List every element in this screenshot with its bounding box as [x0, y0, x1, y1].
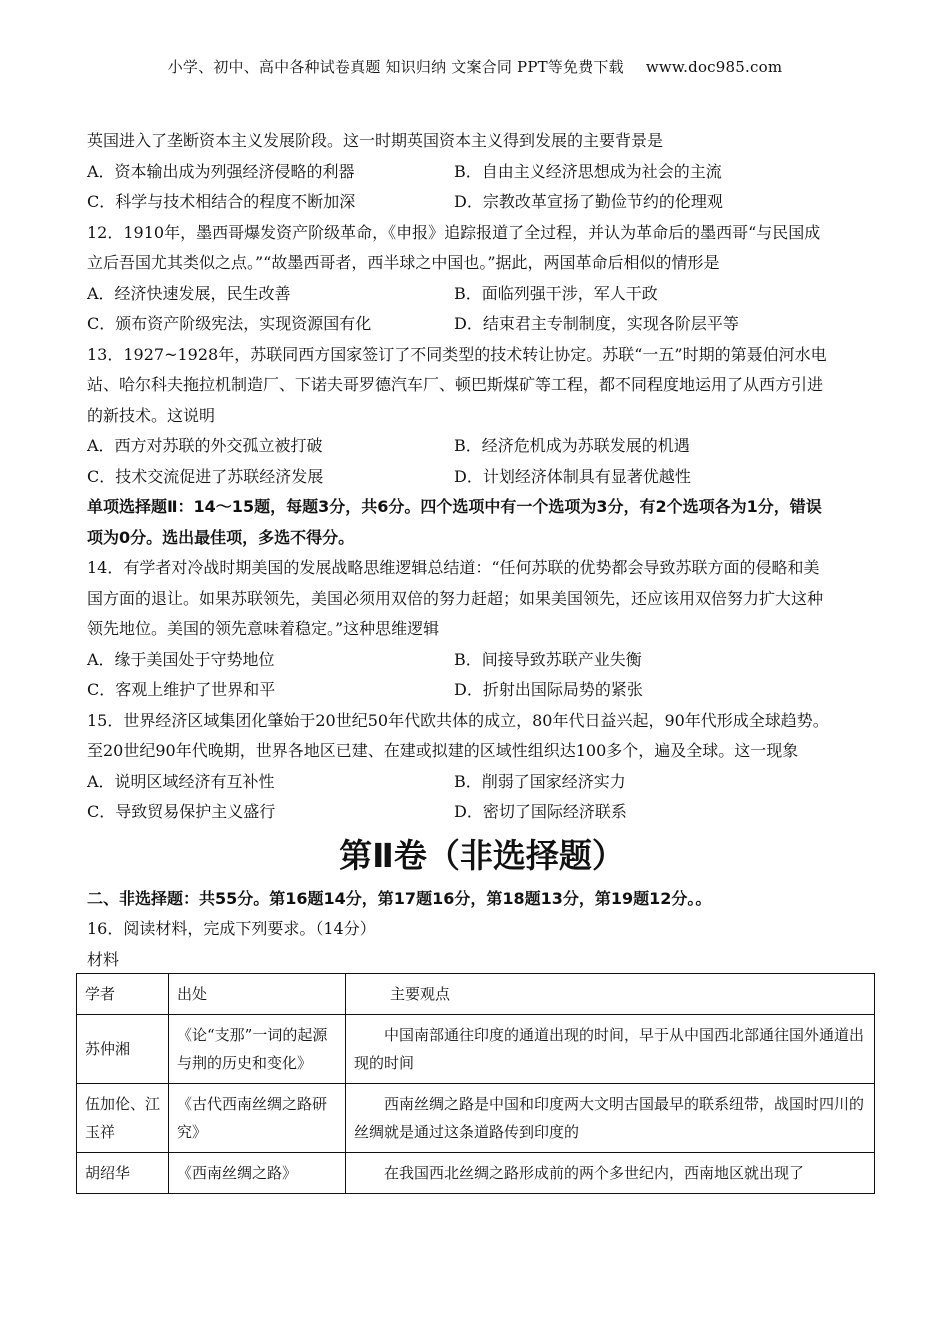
q14-options-row1	[87, 645, 877, 676]
cell-view: 西南丝绸之路是中国和印度两大文明古国最早的联系纽带，战国时四川的丝绸就是通过这条道路传到印度的	[346, 1084, 875, 1153]
q15-options-row1	[87, 767, 877, 798]
q13-stem-line1: 13．1927~1928年，苏联同西方国家签订了不同类型的技术转让协定。苏联“一五”时期的第聂伯河水电	[87, 344, 827, 364]
q12-options-row1	[87, 279, 877, 310]
q15-option-c: C．导致贸易保护主义盛行	[87, 802, 276, 821]
q11-stem: 英国进入了垄断资本主义发展阶段。这一时期英国资本主义得到发展的主要背景是	[87, 131, 664, 150]
q13-option-d: D．计划经济体制具有显著优越性	[454, 466, 691, 486]
table-header-row	[77, 974, 875, 1015]
material-label: 材料	[87, 949, 120, 969]
q14-stem-line1: 14．有学者对冷战时期美国的发展战略思维逻辑总结道：“任何苏联的优势都会导致苏联方面的侵略和美	[87, 558, 820, 577]
q13-stem-line2: 站、哈尔科夫拖拉机制造厂、下诺夫哥罗德汽车厂、顿巴斯煤矿等工程，都不同程度地运用了从西方引进	[87, 375, 824, 394]
q13-options-row2	[87, 462, 877, 493]
q13-option-b: B．经济危机成为苏联发展的机遇	[454, 436, 690, 455]
cell-view: 在我国西北丝绸之路形成前的两个多世纪内，西南地区就出现了	[346, 1153, 875, 1194]
q12-stem-line1: 12．1910年，墨西哥爆发资产阶级革命，《申报》追踪报道了全过程，并认为革命后的墨西哥“与民国成	[87, 222, 821, 242]
q14-stem-line3: 领先地位。美国的领先意味着稳定。”这种思维逻辑	[87, 619, 440, 638]
header-url[interactable]: www.doc985.com	[645, 58, 783, 76]
header-text: 小学、初中、高中各种试卷真题 知识归纳 文案合同 PPT等免费下载	[167, 58, 624, 76]
cell-source: 《论“支那”一词的起源与荆的历史和变化》	[169, 1015, 346, 1084]
cell-source: 《古代西南丝绸之路研究》	[169, 1084, 346, 1153]
section-instruction-line2: 项为0分。选出最佳项，多选不得分。	[87, 527, 355, 547]
q14-stem-line2: 国方面的退让。如果苏联领先，美国必须用双倍的努力赶超；如果美国领先，还应该用双倍努力扩大这种	[87, 588, 824, 608]
material-table	[76, 973, 875, 1194]
q15-option-d: D．密切了国际经济联系	[454, 802, 627, 821]
q12-option-c: C．颁布资产阶级宪法，实现资源国有化	[87, 314, 372, 333]
q14-options-row2	[87, 675, 877, 706]
table-row	[77, 1153, 875, 1194]
q11-option-b: B．自由主义经济思想成为社会的主流	[454, 161, 722, 181]
exam-content	[87, 126, 877, 975]
header-source: 出处	[169, 974, 346, 1015]
q11-option-d: D．宗教改革宣扬了勤俭节约的伦理观	[454, 192, 723, 211]
q15-stem-line1: 15．世界经济区域集团化肇始于20世纪50年代欧共体的成立，80年代日益兴起，90年代形成全球趋势。	[87, 710, 829, 730]
page-header	[0, 56, 950, 77]
q14-option-b: B．间接导致苏联产业失衡	[454, 649, 642, 669]
q14-option-c: C．客观上维护了世界和平	[87, 680, 276, 699]
q15-stem-line2: 至20世纪90年代晚期，世界各地区已建、在建或拟建的区域性组织达100多个，遍及全球。这一现象	[87, 741, 799, 760]
q13-option-c: C．技术交流促进了苏联经济发展	[87, 466, 324, 486]
q15-options-row2	[87, 797, 877, 828]
part2-title: 第Ⅱ卷（非选择题）	[339, 835, 625, 875]
q11-options-row1	[87, 157, 877, 188]
header-scholar: 学者	[77, 974, 169, 1015]
cell-source: 《西南丝绸之路》	[169, 1153, 346, 1194]
q16-stem: 16．阅读材料，完成下列要求。（14分）	[87, 919, 376, 938]
part2-instruction: 二、非选择题：共55分。第16题14分，第17题16分，第18题13分，第19题12分。。	[87, 888, 712, 908]
q11-option-c: C．科学与技术相结合的程度不断加深	[87, 192, 356, 211]
q15-option-b: B．削弱了国家经济实力	[454, 771, 626, 791]
q11-options-row2	[87, 187, 877, 218]
q13-options-row1	[87, 431, 877, 462]
cell-scholar: 苏仲湘	[77, 1015, 169, 1084]
cell-view: 中国南部通往印度的通道出现的时间，早于从中国西北部通往国外通道出现的时间	[346, 1015, 875, 1084]
q14-option-d: D．折射出国际局势的紧张	[454, 680, 643, 699]
q12-options-row2	[87, 309, 877, 340]
cell-scholar: 伍加伦、江玉祥	[77, 1084, 169, 1153]
q11-option-a: A．资本输出成为列强经济侵略的利器	[87, 161, 355, 181]
q13-option-a: A．西方对苏联的外交孤立被打破	[87, 436, 323, 455]
header-view: 主要观点	[346, 974, 875, 1015]
section-instruction-line1: 单项选择题Ⅱ：14～15题，每题3分，共6分。四个选项中有一个选项为3分，有2个选项各为1分，错误	[87, 497, 822, 516]
q14-option-a: A．缘于美国处于守势地位	[87, 649, 275, 669]
q12-option-d: D．结束君主专制制度，实现各阶层平等	[454, 314, 739, 333]
cell-scholar: 胡绍华	[77, 1153, 169, 1194]
q12-option-b: B．面临列强干涉，军人干政	[454, 283, 658, 303]
q12-option-a: A．经济快速发展，民生改善	[87, 283, 291, 303]
q13-stem-line3: 的新技术。这说明	[87, 405, 216, 425]
q12-stem-line2: 立后吾国尤其类似之点。”“故墨西哥者，西半球之中国也。”据此，两国革命后相似的情形是	[87, 253, 720, 272]
table-row	[77, 1084, 875, 1153]
table-row	[77, 1015, 875, 1084]
q15-option-a: A．说明区域经济有互补性	[87, 771, 275, 791]
